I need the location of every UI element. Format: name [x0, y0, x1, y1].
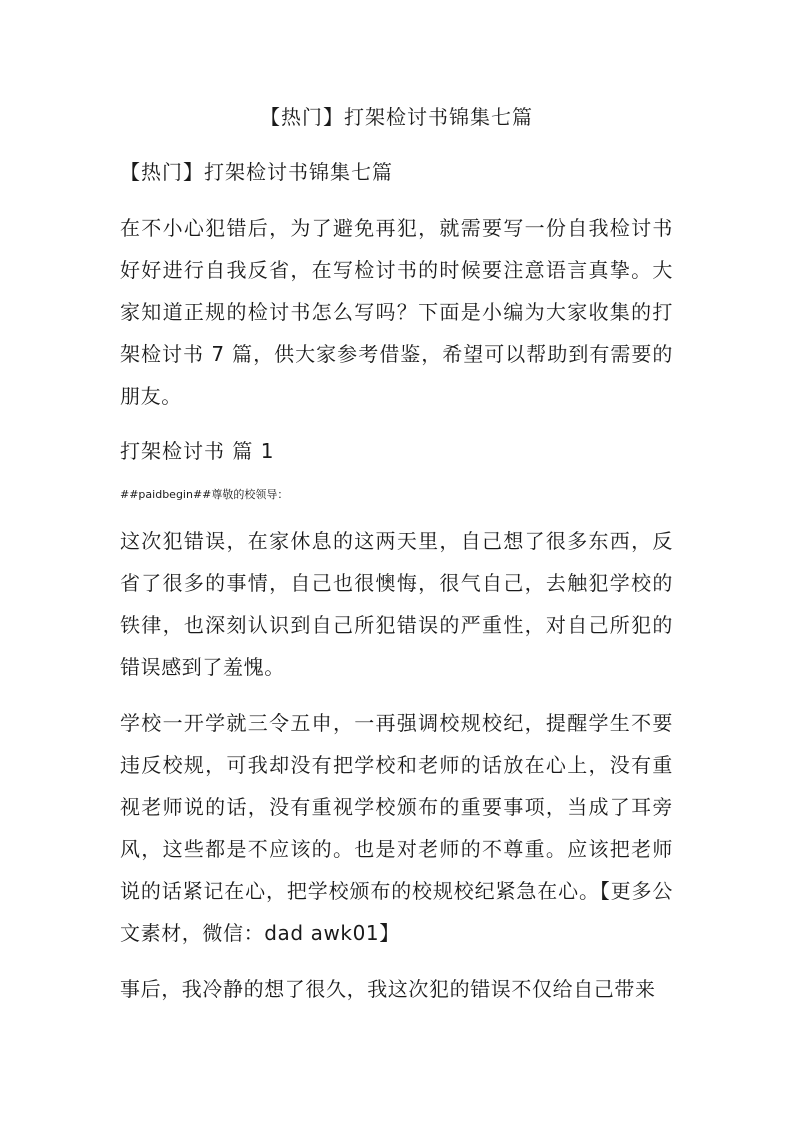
body-paragraph: 这次犯错误，在家休息的这两天里，自己想了很多东西，反省了很多的事情，自己也很懊悔，很气自己，去触犯学校的铁律，也深刻认识到自己所犯错误的严重性，对自己所犯的错误感到了羞愧。 [120, 529, 673, 679]
document-subtitle: 【热门】打架检讨书锦集七篇 [120, 160, 393, 184]
body-paragraph: 学校一开学就三令五申，一再强调校规校纪，提醒学生不要违反校规，可我却没有把学校和老师的话放在心上，没有重视老师说的话，没有重视学校颁布的重要事项，当成了耳旁风，这些都是不应该的。也是对老师的不尊重。应该把老师说的话紧记在心，把学校颁布的校规校纪紧急在心。【更多公文素材，微信：dad awk01】 [120, 711, 673, 945]
salutation: ##paidbegin##尊敬的校领导： [120, 488, 289, 501]
section-heading: 打架检讨书 篇 1 [120, 439, 275, 463]
intro-paragraph: 在不小心犯错后，为了避免再犯，就需要写一份自我检讨书好好进行自我反省，在写检讨书的时候要注意语言真挚。大家知道正规的检讨书怎么写吗？下面是小编为大家收集的打架检讨书 7 篇，供大家参考借鉴，希望可以帮助到有需要的朋友。 [120, 216, 673, 408]
body-paragraph: 事后，我冷静的想了很久，我这次犯的错误不仅给自己带来 [120, 977, 656, 1001]
document-title: 【热门】打架检讨书锦集七篇 [260, 105, 533, 129]
